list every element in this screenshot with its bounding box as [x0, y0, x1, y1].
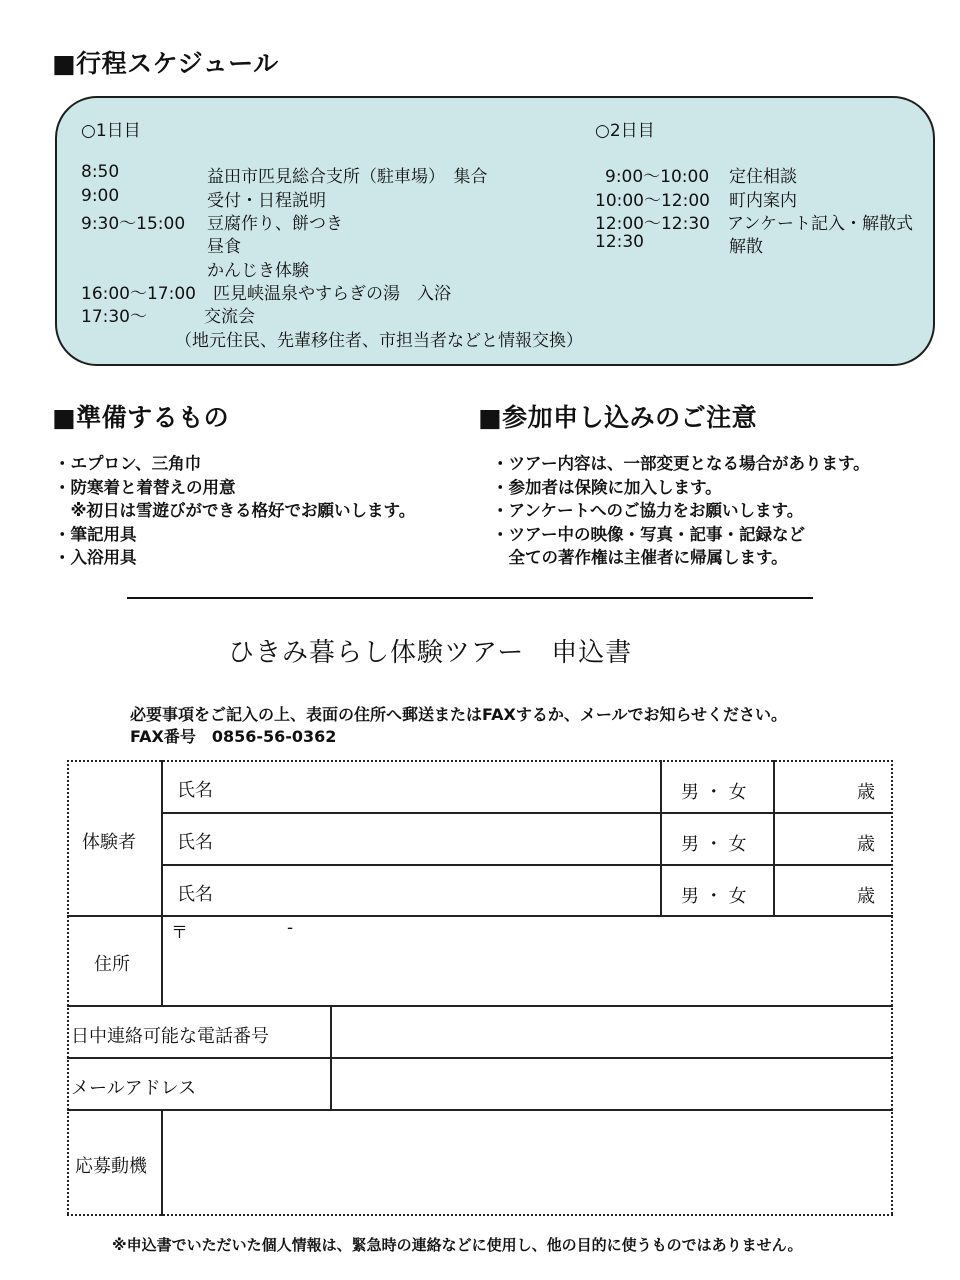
- name-label: 氏名: [177, 884, 213, 905]
- gender-select[interactable]: 男 ・ 女: [681, 782, 747, 803]
- fax-number: FAX番号 0856-56-0362: [130, 727, 337, 746]
- day2-row-time: 12:00～12:30: [595, 214, 710, 234]
- day1-row-text: 匹見峡温泉やすらぎの湯 入浴: [213, 284, 451, 304]
- day1-row-text: 益田市匹見総合支所（駐車場） 集合: [207, 167, 488, 187]
- form-title: ひきみ暮らし体験ツアー 申込書: [228, 638, 633, 668]
- day1-row-time: 17:30～: [81, 307, 147, 327]
- day1-row-text: 豆腐作り、餅つき: [207, 214, 343, 234]
- postal-mark: 〒: [171, 923, 188, 943]
- prep-item: ・防寒着と着替えの用意: [54, 478, 236, 497]
- day2-row-text: 定住相談: [729, 167, 797, 187]
- notes-heading: ■参加申し込みのご注意: [478, 403, 758, 432]
- age-label: 歳: [857, 782, 875, 803]
- notes-item: 全ての著作権は主催者に帰属します。: [492, 548, 788, 567]
- schedule-box: [55, 96, 935, 366]
- name-label: 氏名: [177, 832, 213, 853]
- age-label: 歳: [857, 886, 875, 907]
- notes-item: ・アンケートへのご協力をお願いします。: [492, 501, 804, 520]
- day2-row-text: 解散: [729, 237, 763, 257]
- motive-label: 応募動機: [75, 1156, 147, 1177]
- day1-row-text: かんじき体験: [207, 261, 309, 281]
- day1-row-text: 交流会: [204, 307, 255, 327]
- form-instruction: 必要事項をご記入の上、表面の住所へ郵送またはFAXするか、メールでお知らせください。: [130, 705, 788, 724]
- gender-select[interactable]: 男 ・ 女: [681, 834, 747, 855]
- age-label: 歳: [857, 834, 875, 855]
- day1-label: ○1日目: [81, 121, 141, 141]
- day2-row-time: 10:00～12:00: [595, 191, 710, 211]
- day2-row-time: 12:30: [595, 232, 644, 252]
- day1-row-text: 昼食: [207, 237, 241, 257]
- phone-label: 日中連絡可能な電話番号: [71, 1026, 269, 1047]
- notes-item: ・ツアー内容は、一部変更となる場合があります。: [492, 454, 870, 473]
- day1-row-time: 16:00～17:00: [81, 284, 196, 304]
- notes-item: ・ツアー中の映像・写真・記事・記録など: [492, 525, 806, 544]
- prep-item: ・筆記用具: [54, 525, 137, 544]
- day2-row-time: 9:00～10:00: [605, 167, 710, 187]
- gender-select[interactable]: 男 ・ 女: [681, 886, 747, 907]
- day1-row-time: 8:50: [81, 162, 120, 182]
- prep-item: ※初日は雪遊びができる格好でお願いします。: [54, 501, 416, 520]
- day1-row-text: （地元住民、先輩移住者、市担当者などと情報交換）: [175, 331, 583, 351]
- schedule-heading: ■行程スケジュール: [52, 49, 279, 78]
- divider: [127, 597, 813, 599]
- notes-item: ・参加者は保険に加入します。: [492, 478, 722, 497]
- day2-row-text: 町内案内: [729, 191, 797, 211]
- postal-dash: -: [287, 918, 294, 938]
- prep-heading: ■準備するもの: [52, 403, 230, 432]
- day1-row-time: 9:30～15:00: [81, 214, 186, 234]
- prep-item: ・エプロン、三角巾: [54, 454, 202, 473]
- email-label: メールアドレス: [71, 1078, 197, 1099]
- address-label: 住所: [94, 954, 130, 975]
- application-form: [67, 760, 893, 1216]
- day2-label: ○2日目: [595, 121, 655, 141]
- privacy-footnote: ※申込書でいただいた個人情報は、緊急時の連絡などに使用し、他の目的に使うものではありません。: [112, 1236, 803, 1254]
- day1-row-time: 9:00: [81, 186, 120, 206]
- participants-label: 体験者: [82, 832, 136, 853]
- prep-item: ・入浴用具: [54, 548, 137, 567]
- day1-row-text: 受付・日程説明: [207, 191, 326, 211]
- day2-row-text: アンケート記入・解散式: [727, 214, 913, 234]
- name-label: 氏名: [177, 780, 213, 801]
